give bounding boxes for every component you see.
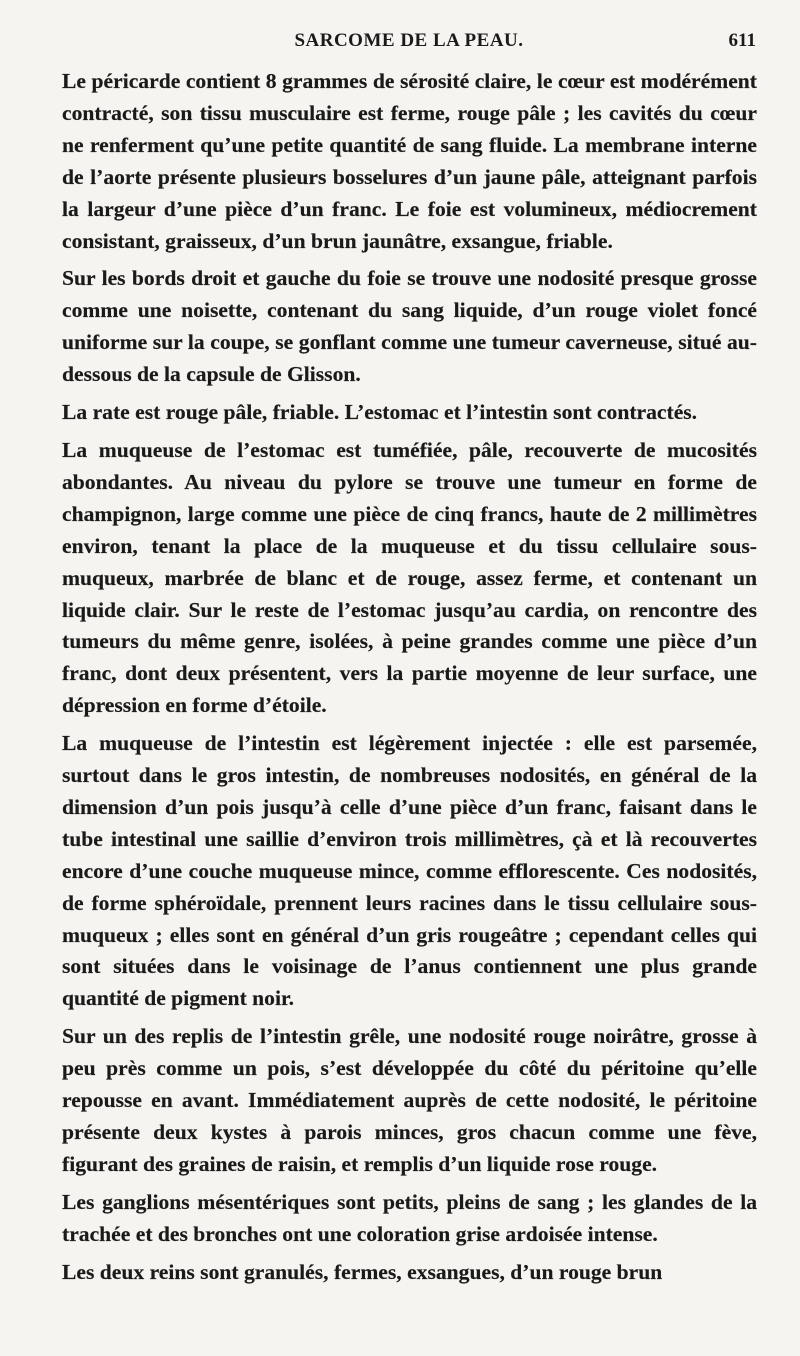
running-head xyxy=(62,30,756,58)
paragraph: La muqueuse de l’intestin est légèrement injectée : elle est parsemée, surtout dans le gros intestin, de nombreuses nodosités, en général de la dimension d’un pois jusqu’à celle d’une pièce d’un franc, faisant dans le tube intestinal une saillie d’environ trois millimètres, çà et là recouvertes encore d’une couche muqueuse mince, comme efflorescente. Ces nodosités, de forme sphéroïdale, prennent leurs racines dans le tissu cellulaire sous-muqueux ; elles sont en général d’un gris rougeâtre ; cependant celles qui sont situées dans le voisinage de l’anus contiennent une plus grande quantité de pigment noir. xyxy=(62,731,757,1011)
paragraph: Sur un des replis de l’intestin grêle, une nodosité rouge noirâtre, grosse à peu près comme un pois, s’est développée du côté du péritoine qu’elle repousse en avant. Immédiatement auprès de cette nodosité, le péritoine présente deux kystes à parois minces, gros chacun comme une fève, figurant des graines de raisin, et remplis d’un liquide rose rouge. xyxy=(62,1024,757,1176)
paragraph: Sur les bords droit et gauche du foie se trouve une nodosité presque grosse comme une noisette, contenant du sang liquide, d’un rouge violet foncé uniforme sur la coupe, se gonflant comme une tumeur caverneuse, situé au-dessous de la capsule de Glisson. xyxy=(62,266,757,387)
paragraph: La muqueuse de l’estomac est tuméfiée, pâle, recouverte de mucosités abondantes. Au niveau du pylore se trouve une tumeur en forme de champignon, large comme une pièce de cinq francs, haute de 2 millimètres environ, tenant la place de la muqueuse et du tissu cellulaire sous-muqueux, marbrée de blanc et de rouge, assez ferme, et contenant un liquide clair. Sur le reste de l’estomac jusqu’au cardia, on rencontre des tumeurs du même genre, isolées, à peine grandes comme une pièce d’un franc, dont deux présentent, vers la partie moyenne de leur surface, une dépression en forme d’étoile. xyxy=(62,437,757,718)
paragraph: La rate est rouge pâle, friable. L’estomac et l’intestin sont contractés. xyxy=(62,400,698,425)
paragraph: Les ganglions mésentériques sont petits, pleins de sang ; les glandes de la trachée et des bronches ont une coloration grise ardoisée intense. xyxy=(62,1189,757,1246)
page-number: 611 xyxy=(728,30,756,51)
paragraph: Les deux reins sont granulés, fermes, exsangues, d’un rouge brun xyxy=(62,1259,663,1284)
running-title: SARCOME DE LA PEAU. xyxy=(294,30,524,51)
paragraph: Le péricarde contient 8 grammes de sérosité claire, le cœur est modérément contracté, son tissu musculaire est ferme, rouge pâle ; les cavités du cœur ne renferment qu’une petite quantité de sang fluide. La membrane interne de l’aorte présente plusieurs bosselures d’un jaune pâle, atteignant parfois la largeur d’une pièce d’un franc. Le foie est volumineux, médiocrement consistant, graisseux, d’un brun jaunâtre, exsangue, friable. xyxy=(62,69,757,253)
body-text xyxy=(62,66,757,1295)
